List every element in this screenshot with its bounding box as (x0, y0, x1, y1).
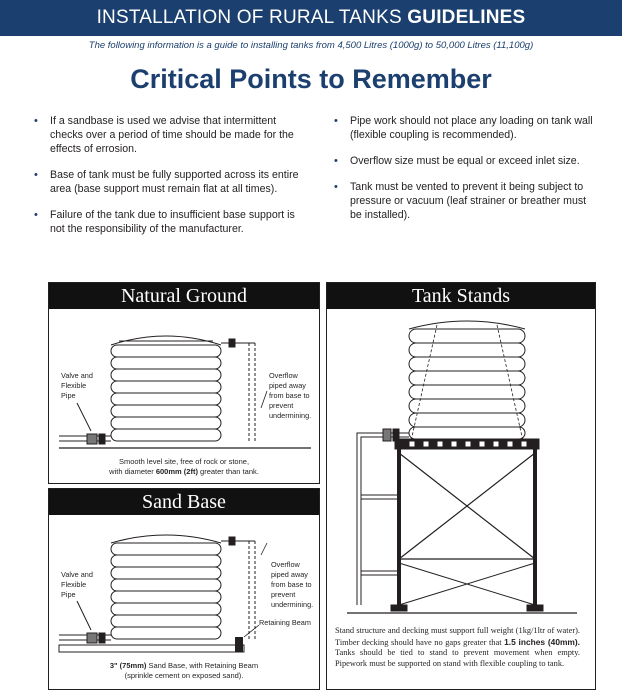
overflow-label-line: from base to (271, 580, 312, 589)
overflow-label-line: prevent (271, 590, 296, 599)
caption-line (49, 467, 319, 477)
caption-line (49, 661, 319, 671)
sand-base-caption (49, 661, 319, 681)
sand-base-diagram (49, 489, 319, 689)
bullet-text: Overflow size must be equal or exceed inlet size. (350, 155, 580, 167)
valve-label-line: Flexible (61, 580, 87, 589)
header-title: INSTALLATION OF RURAL TANKS (96, 7, 408, 28)
overflow-label-line: undermining. (271, 600, 314, 609)
overflow-label-line: Overflow (271, 560, 300, 569)
caption-bold: 3" (75mm) (109, 661, 147, 670)
valve-label-line: Flexible (61, 381, 87, 390)
retaining-beam-label: Retaining Beam (259, 618, 311, 627)
overflow-pipe (221, 339, 255, 443)
stand-frame (391, 449, 543, 611)
caption-text: with diameter (109, 467, 156, 476)
bullet-item (334, 154, 596, 168)
tank-illustration (111, 535, 221, 639)
bullet-icon: • (334, 115, 338, 127)
bullet-text: Failure of the tank due to insufficient base support is not the responsibility of the manufacturer. (50, 209, 295, 235)
overflow-label-line: undermining. (269, 411, 312, 420)
retaining-beam (235, 637, 243, 652)
caption-line: (sprinkle cement on exposed sand). (124, 671, 244, 680)
bullet-text: Pipe work should not place any loading on tank wall (flexible coupling is recommended). (350, 115, 593, 141)
natural-ground-diagram (49, 283, 319, 483)
header-banner (0, 0, 622, 36)
panel-sand-base (48, 488, 320, 690)
valve-label-line: Valve and (61, 371, 93, 380)
note-text: Stand structure and decking must support full weight (1kg/1ltr of water). Timber decking should have no gaps greater that (335, 626, 580, 647)
panel-title: Sand Base (49, 489, 319, 515)
bullet-item (34, 168, 309, 196)
sand-base-layer (59, 645, 244, 652)
bullet-icon: • (334, 181, 338, 193)
bullet-icon: • (34, 209, 38, 221)
valve-label-line: Valve and (61, 570, 93, 579)
bullet-text: Tank must be vented to prevent it being subject to pressure or vacuum (leaf strainer or breather must be installed). (350, 181, 587, 221)
overflow-label-line: from base to (269, 391, 310, 400)
deck (395, 439, 539, 449)
note-bold: 1.5 inches (40mm). (504, 636, 580, 647)
bullet-item (34, 114, 309, 156)
natural-ground-caption (49, 457, 319, 477)
bullet-text: Base of tank must be fully supported across its entire area (base support must remain flat at all times). (50, 169, 299, 195)
tank-stands-note (335, 626, 580, 669)
bullet-item (34, 208, 309, 236)
bullet-icon: • (34, 169, 38, 181)
caption-text: greater than tank. (197, 467, 259, 476)
inlet-pipe (59, 403, 111, 444)
header-title-bold: GUIDELINES (407, 7, 526, 28)
caption-text: Sand Base, with Retaining Beam (146, 661, 259, 670)
overflow-label-line: prevent (269, 401, 294, 410)
bullets-right (334, 114, 596, 234)
section-title: Critical Points to Remember (130, 64, 492, 94)
note-text: Tanks should be tied to stand to prevent movement when empty. Pipework must be supported on stand with flexible coupling to tank. (335, 648, 580, 668)
tank-illustration (111, 336, 221, 441)
bullet-item (334, 180, 596, 222)
valve-label-line: Pipe (61, 391, 76, 400)
caption-bold: 600mm (2ft) (155, 467, 198, 476)
tank-illustration (409, 321, 525, 439)
overflow-label-line: piped away (271, 570, 308, 579)
panel-natural-ground (48, 282, 320, 484)
valve-label-line: Pipe (61, 590, 76, 599)
overflow-label-line: Overflow (269, 371, 298, 380)
caption-line: Smooth level site, free of rock or stone, (118, 457, 250, 466)
bullet-icon: • (34, 115, 38, 127)
header-subtitle: The following information is a guide to installing tanks from 4,500 Litres (1000g) to 50,000 Litres (11,100g) (88, 40, 534, 51)
pipe-supports (361, 495, 399, 575)
bullet-icon: • (334, 155, 338, 167)
bullet-text: If a sandbase is used we advise that intermittent checks over a period of time should be made for the effects of errosion. (50, 115, 294, 155)
bullets-left (34, 114, 309, 248)
inlet-pipe (59, 601, 111, 643)
overflow-label-line: piped away (269, 381, 306, 390)
panel-tank-stands (326, 282, 596, 690)
overflow-pipe (221, 537, 255, 639)
panel-title: Tank Stands (327, 283, 595, 309)
bullet-item (334, 114, 596, 142)
panel-title: Natural Ground (49, 283, 319, 309)
